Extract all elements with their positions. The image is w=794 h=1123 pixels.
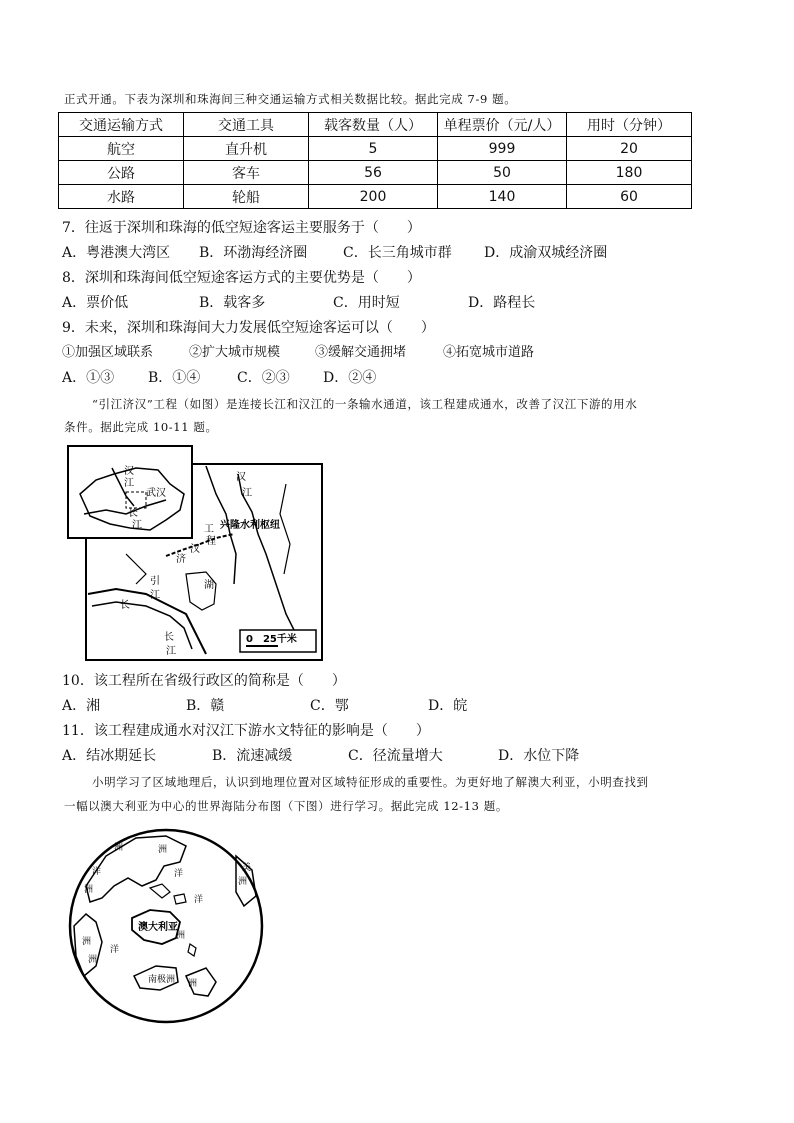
map-label: 江 [166,646,176,657]
table-cell: 56 [309,161,438,185]
map-label: 湖 [204,580,214,591]
table-cell: 60 [567,185,692,209]
q11-option-c[interactable]: C．径流量增大 [348,748,443,764]
q8-option-c[interactable]: C．用时短 [333,295,400,311]
map-label: 引 [150,576,160,587]
question-9-stem: 9．未来，深圳和珠海间大力发展低空短途客运可以（ ） [62,320,435,336]
table-cell: 轮船 [184,185,309,209]
table-header-cell: 单程票价（元/人） [438,113,567,137]
map-label: 洲 [88,955,98,965]
map-label: 工 [204,524,214,535]
map-label: 洋 [110,945,120,955]
q9-option-a[interactable]: A．①③ [62,370,115,386]
table-cell: 航空 [59,137,184,161]
q10-option-d[interactable]: D．皖 [428,698,468,714]
map-inset-frame [68,446,192,538]
intro-text-12-13-line2: 一幅以澳大利亚为中心的世界海陆分布图（下图）进行学习。据此完成 12-13 题。 [64,799,508,813]
table-cell: 公路 [59,161,184,185]
q11-option-a[interactable]: A．结冰期延长 [62,748,157,764]
antarctica-label: 南极洲 [148,975,176,985]
inset-label: 江 [124,478,134,489]
table-header-cell: 交通工具 [184,113,309,137]
q9-item-4: ④拓宽城市道路 [443,345,535,360]
map-label: 洲 [82,937,92,947]
map-label: 洲 [238,877,248,887]
map-label: 洲 [188,979,198,989]
question-10-stem: 10．该工程所在省级行政区的简称是（ ） [62,673,346,689]
table-row [59,137,692,161]
q9-item-2: ②扩大城市规模 [189,345,281,360]
q9-option-d[interactable]: D．②④ [323,370,377,386]
table-cell: 200 [309,185,438,209]
q9-item-1: ①加强区域联系 [62,345,154,360]
table-header-cell: 交通运输方式 [59,113,184,137]
q10-option-c[interactable]: C．鄂 [310,698,349,714]
table-cell: 水路 [59,185,184,209]
table-header-cell: 载客数量（人） [309,113,438,137]
map-label: 汉 [236,472,246,483]
map-label: 洋 [194,895,204,905]
q10-option-a[interactable]: A．湘 [62,698,101,714]
q10-option-b[interactable]: B．赣 [186,698,225,714]
q9-option-b[interactable]: B．①④ [148,370,201,386]
map-label: 洲 [84,885,94,895]
q7-option-d[interactable]: D．成渝双城经济圈 [484,245,608,261]
map-label: 洲 [114,843,124,853]
q8-option-a[interactable]: A．票价低 [62,295,129,311]
inset-label: 江 [132,520,142,531]
map-label: 汉 [190,544,200,555]
transport-comparison-table [58,112,692,209]
table-row [59,185,692,209]
table-cell: 140 [438,185,567,209]
australia-centered-world-map [66,826,266,1026]
map-label: 济 [176,554,186,565]
inset-label: 汉 [124,466,134,477]
map-label: 洋 [174,869,184,879]
q8-option-d[interactable]: D．路程长 [468,295,536,311]
map-label: 洲 [158,845,168,855]
question-7-stem: 7．往返于深圳和珠海的低空短途客运主要服务于（ ） [62,220,421,236]
q7-option-b[interactable]: B．环渤海经济圈 [199,245,308,261]
inset-label: 武汉 [146,488,166,499]
map-label: 江 [242,488,252,499]
intro-text-10-11-line1: “引江济汉”工程（如图）是连接长江和汉江的一条输水通道，该工程建成通水，改善了汉江下游的用水 [92,397,638,411]
xinglong-hub-label: 兴隆水利枢纽 [220,520,280,531]
q9-option-c[interactable]: C．②③ [237,370,290,386]
diversion-project-map [66,444,326,664]
q9-item-3: ③缓解交通拥堵 [315,345,407,360]
question-11-stem: 11．该工程建成通水对汉江下游水文特征的影响是（ ） [62,723,430,739]
q8-option-b[interactable]: B．载客多 [199,295,266,311]
table-cell: 客车 [184,161,309,185]
table-header-cell: 用时（分钟） [567,113,692,137]
q7-option-c[interactable]: C．长三角城市群 [343,245,452,261]
q11-option-d[interactable]: D．水位下降 [498,748,580,764]
australia-label: 澳大利亚 [138,922,178,933]
table-cell: 999 [438,137,567,161]
question-8-stem: 8．深圳和珠海间低空短途客运方式的主要优势是（ ） [62,270,421,286]
intro-text-7-9: 正式开通。下表为深圳和珠海间三种交通运输方式相关数据比较。据此完成 7-9 题。 [64,92,517,106]
q11-option-b[interactable]: B．流速减缓 [212,748,293,764]
table-header-row [59,113,692,137]
map-label: 程 [206,536,216,547]
table-cell: 50 [438,161,567,185]
map-label: 长 [164,632,174,643]
inset-label: 长 [128,508,138,519]
scale-bar-label: 0 25千米 [246,634,297,645]
map-label: 美 [242,863,252,873]
map-label: 洲 [176,931,186,941]
table-cell: 直升机 [184,137,309,161]
table-cell: 20 [567,137,692,161]
map-label: 洋 [92,867,102,877]
table-cell: 5 [309,137,438,161]
q7-option-a[interactable]: A．粤港澳大湾区 [62,245,171,261]
intro-text-12-13-line1: 小明学习了区域地理后，认识到地理位置对区域特征形成的重要性。为更好地了解澳大利亚，小明查找到 [92,775,649,789]
table-cell: 180 [567,161,692,185]
map-label: 江 [150,590,160,601]
map-label: 长 [120,600,130,611]
intro-text-10-11-line2: 条件。据此完成 10-11 题。 [64,420,218,434]
table-row [59,161,692,185]
